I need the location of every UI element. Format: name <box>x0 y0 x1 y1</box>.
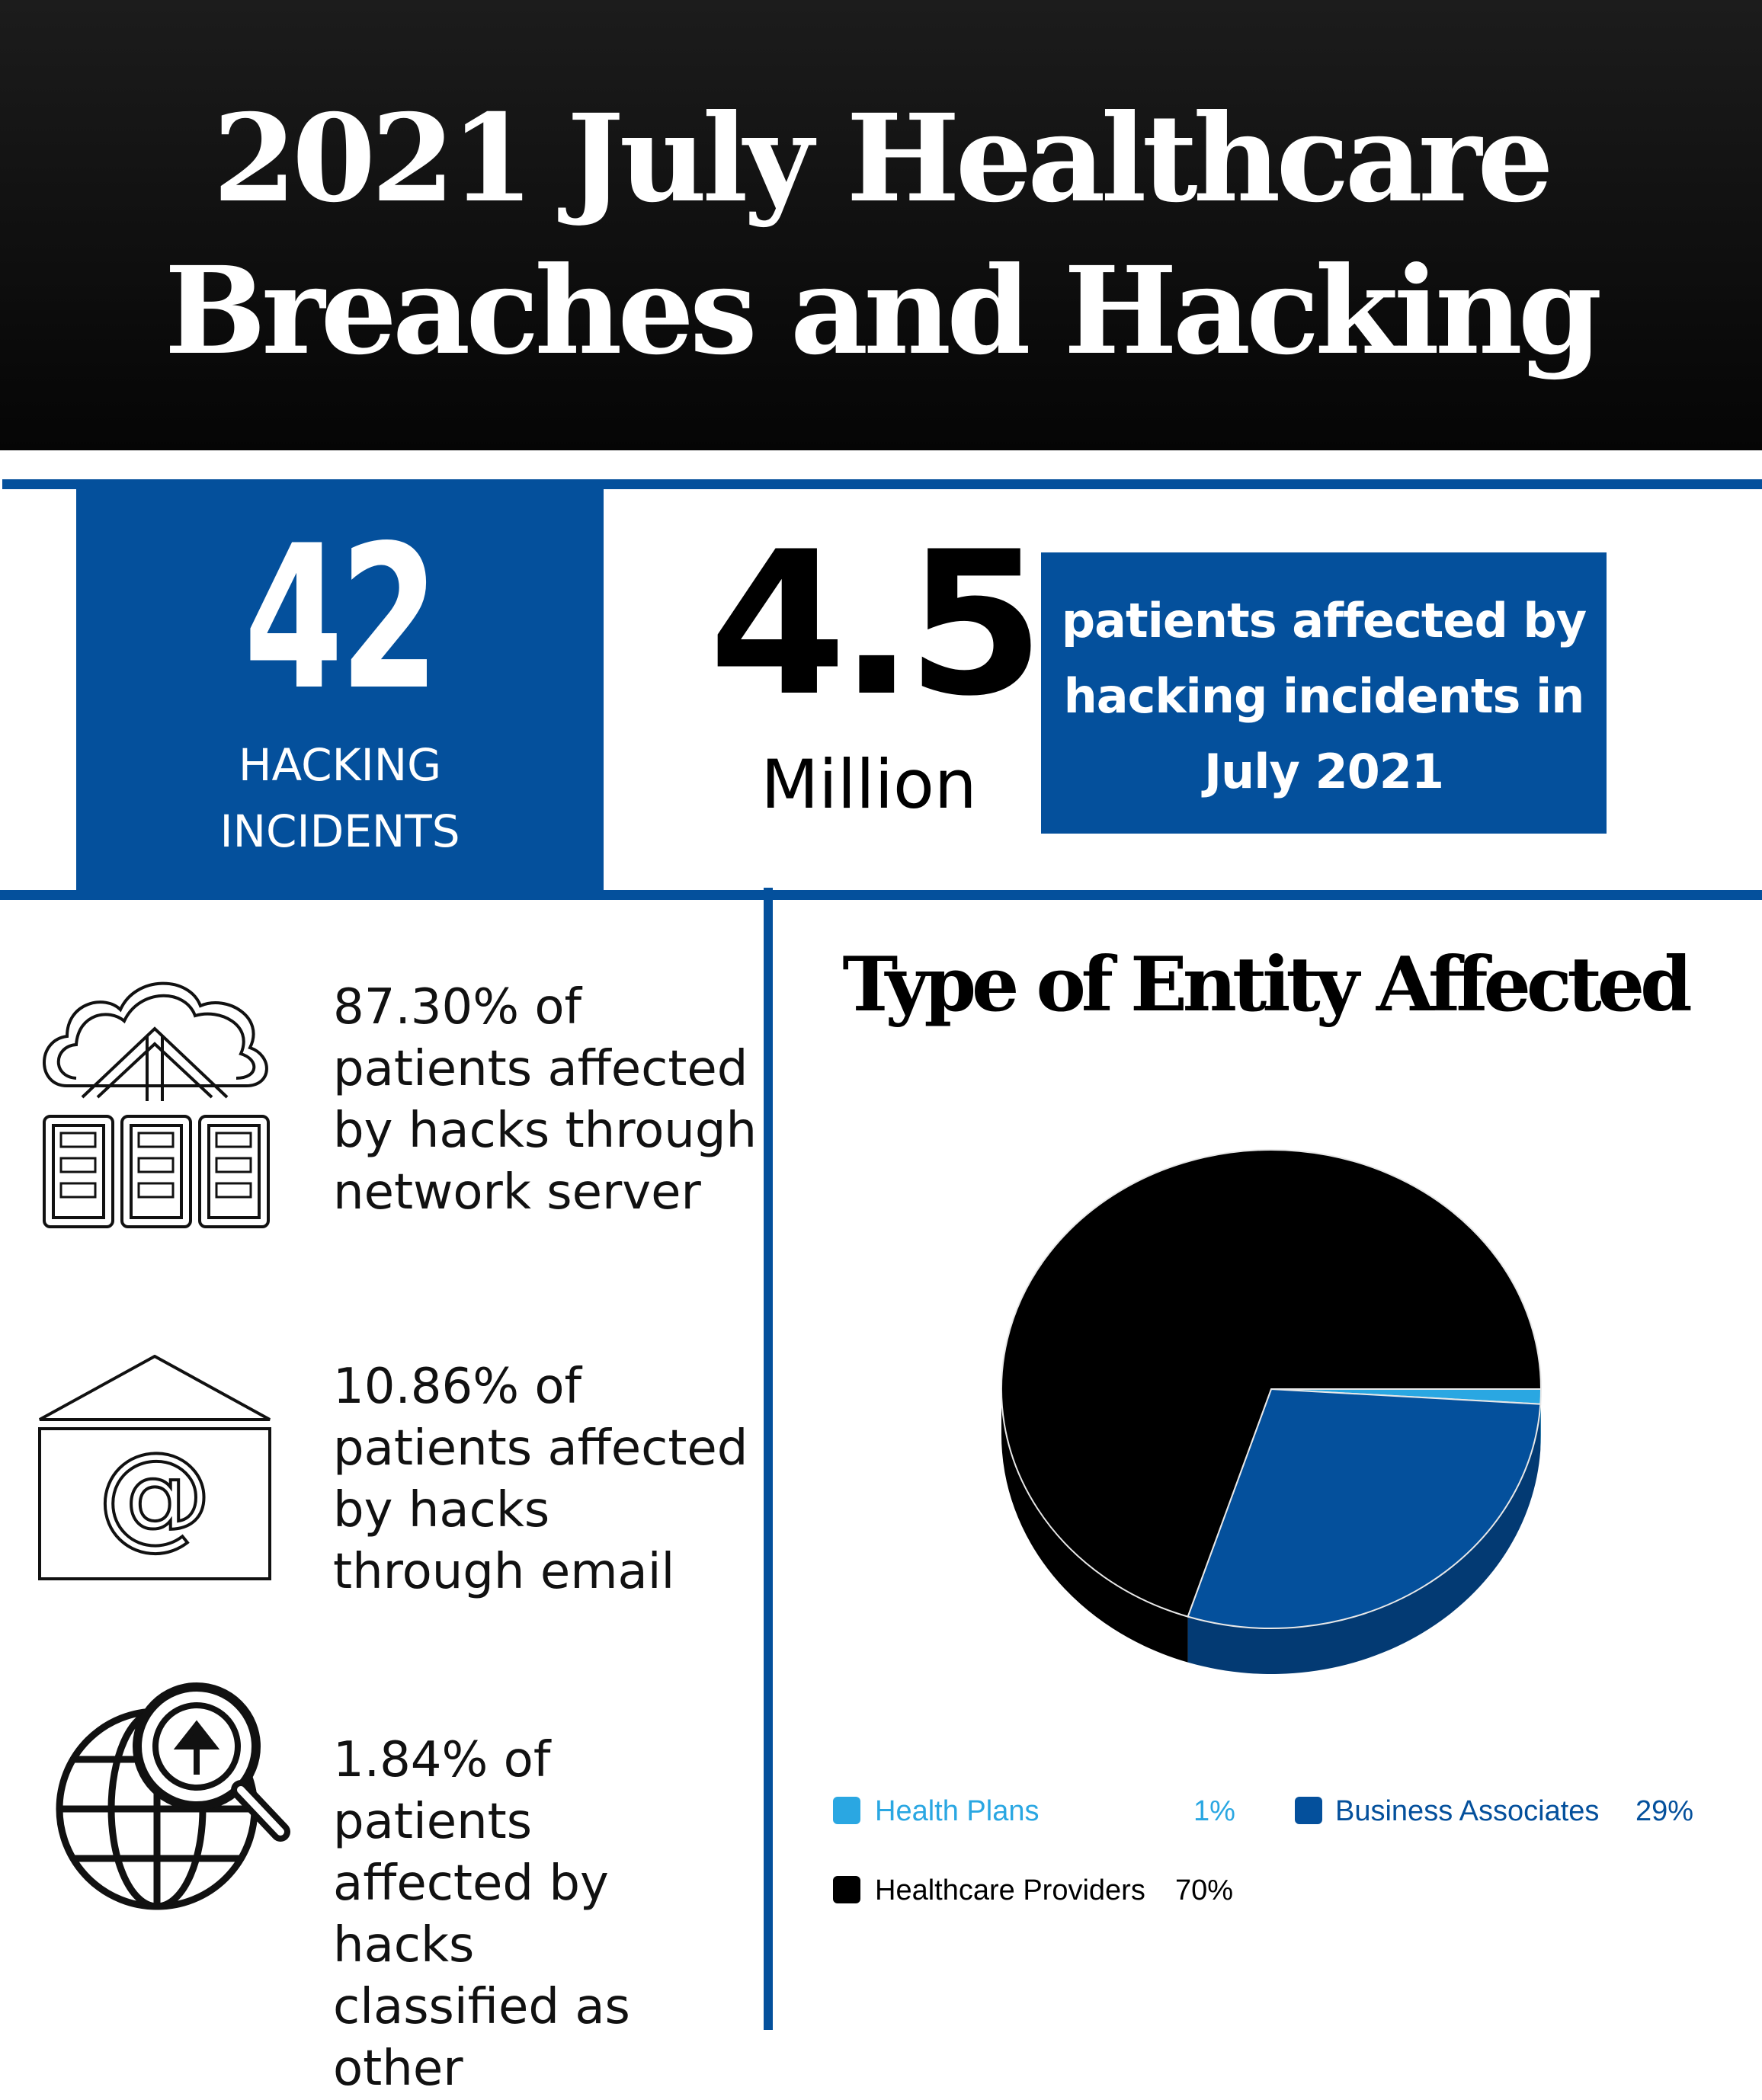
incidents-count: 42 <box>244 504 436 734</box>
incidents-label-2: INCIDENTS <box>219 805 460 857</box>
email-stat <box>333 1356 760 1603</box>
pie-chart <box>976 1128 1570 1692</box>
stat-line: by hacks <box>333 1482 550 1538</box>
globe-search-icon <box>52 1679 296 1912</box>
network-server-stat <box>333 977 760 1224</box>
stat-line: affected by hacks <box>333 1855 609 1974</box>
legend-value-business-associates: 29% <box>1635 1795 1694 1827</box>
stat-line: network server <box>333 1164 701 1221</box>
divider-vertical <box>764 888 773 2030</box>
incidents-label-1: HACKING <box>238 739 442 791</box>
patients-count: 4.5 <box>709 510 1037 740</box>
desc-line: hacking incidents in <box>1063 668 1584 724</box>
legend-value-healthcare-providers: 70% <box>1175 1874 1234 1906</box>
desc-line: July 2021 <box>1203 744 1444 799</box>
stat-line: through email <box>333 1544 675 1600</box>
patients-unit: Million <box>761 745 977 824</box>
page-title-line-2: Breaches and Hacking <box>164 241 1598 382</box>
legend-swatch-healthcare-providers <box>833 1876 860 1903</box>
legend-swatch-health-plans <box>833 1797 860 1824</box>
header-banner <box>0 0 1762 450</box>
stat-line: 1.84% of patients <box>333 1732 551 1850</box>
chart-title: Type of Entity Affected <box>842 941 1688 1029</box>
page-title-line-1: 2021 July Healthcare <box>213 88 1549 229</box>
desc-line: patients affected by <box>1061 593 1587 648</box>
stat-line: patients affected <box>333 1041 748 1097</box>
stat-line: 10.86% of <box>333 1359 582 1415</box>
stat-line: classified as other <box>333 1979 630 2097</box>
cloud-server-icon <box>37 972 274 1231</box>
legend-label-health-plans: Health Plans <box>875 1795 1040 1827</box>
email-icon <box>37 1355 274 1583</box>
legend-label-business-associates: Business Associates <box>1335 1795 1600 1827</box>
incidents-card <box>76 489 604 893</box>
svg-text:@: @ <box>98 1429 212 1561</box>
divider-top <box>2 479 1762 489</box>
other-stat <box>333 1730 760 2100</box>
patients-description <box>1041 552 1607 834</box>
stat-line: by hacks through <box>333 1103 758 1159</box>
legend-swatch-business-associates <box>1295 1797 1322 1824</box>
legend-label-healthcare-providers: Healthcare Providers <box>875 1874 1145 1906</box>
stat-line: patients affected <box>333 1420 748 1477</box>
stat-line: 87.30% of <box>333 979 582 1036</box>
legend-value-health-plans: 1% <box>1193 1795 1235 1827</box>
